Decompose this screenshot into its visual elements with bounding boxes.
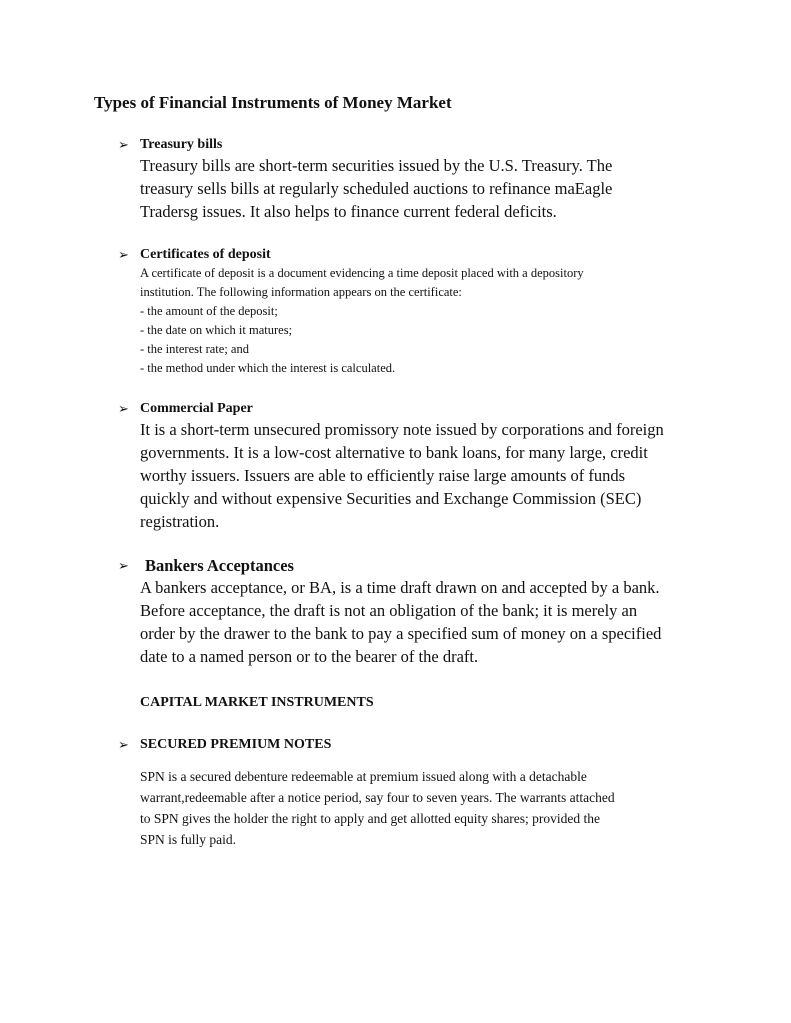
bullet-arrow-icon: ➢ <box>118 558 129 573</box>
bullet-arrow-icon: ➢ <box>118 401 129 416</box>
section-body <box>140 264 700 378</box>
text-line: - the amount of the deposit; <box>140 304 278 318</box>
section-heading: Certificates of deposit <box>140 247 271 262</box>
bullet-arrow-icon: ➢ <box>118 247 129 262</box>
section-body <box>140 766 700 850</box>
bullet-arrow-icon: ➢ <box>118 137 129 152</box>
text-line: - the method under which the interest is calculated. <box>140 361 396 375</box>
section-heading: Commercial Paper <box>140 401 253 416</box>
section-heading: Bankers Acceptances <box>145 556 294 575</box>
section-heading: SECURED PREMIUM NOTES <box>140 737 332 752</box>
section-heading: Treasury bills <box>140 137 223 152</box>
text-line: A certificate of deposit is a document evidencing a time deposit placed with a depository <box>140 266 584 280</box>
text-line: registration. <box>140 512 220 531</box>
text-line: institution. The following information appears on the certificate: <box>140 285 462 299</box>
page-title: Types of Financial Instruments of Money Market <box>94 93 452 112</box>
text-line: governments. It is a low-cost alternative to bank loans, for many large, credit <box>140 443 648 462</box>
section-body <box>140 418 700 533</box>
text-line: order by the drawer to the bank to pay a specified sum of money on a specified <box>140 624 662 643</box>
text-line: A bankers acceptance, or BA, is a time draft drawn on and accepted by a bank. <box>140 578 660 597</box>
text-line: to SPN gives the holder the right to apply and get allotted equity shares; provided the <box>140 811 601 826</box>
text-line: - the date on which it matures; <box>140 323 293 337</box>
text-line: date to a named person or to the bearer of the draft. <box>140 647 479 666</box>
text-line: warrant,redeemable after a notice period, say four to seven years. The warrants attached <box>140 790 615 805</box>
text-line: Before acceptance, the draft is not an obligation of the bank; it is merely an <box>140 601 638 620</box>
text-line: treasury sells bills at regularly scheduled auctions to refinance maEagle <box>140 179 613 198</box>
text-line: SPN is fully paid. <box>140 832 237 847</box>
section-body <box>140 154 700 223</box>
text-line: It is a short-term unsecured promissory note issued by corporations and foreign <box>140 420 664 439</box>
text-line: Tradersg issues. It also helps to finance current federal deficits. <box>140 202 557 221</box>
text-line: worthy issuers. Issuers are able to efficiently raise large amounts of funds <box>140 466 626 485</box>
capital-market-heading: CAPITAL MARKET INSTRUMENTS <box>140 695 374 710</box>
text-line: quickly and without expensive Securities and Exchange Commission (SEC) <box>140 489 642 508</box>
bullet-arrow-icon: ➢ <box>118 737 129 752</box>
text-line: Treasury bills are short-term securities issued by the U.S. Treasury. The <box>140 156 613 175</box>
section-body <box>140 576 700 668</box>
text-line: - the interest rate; and <box>140 342 249 356</box>
text-line: SPN is a secured debenture redeemable at premium issued along with a detachable <box>140 769 587 784</box>
